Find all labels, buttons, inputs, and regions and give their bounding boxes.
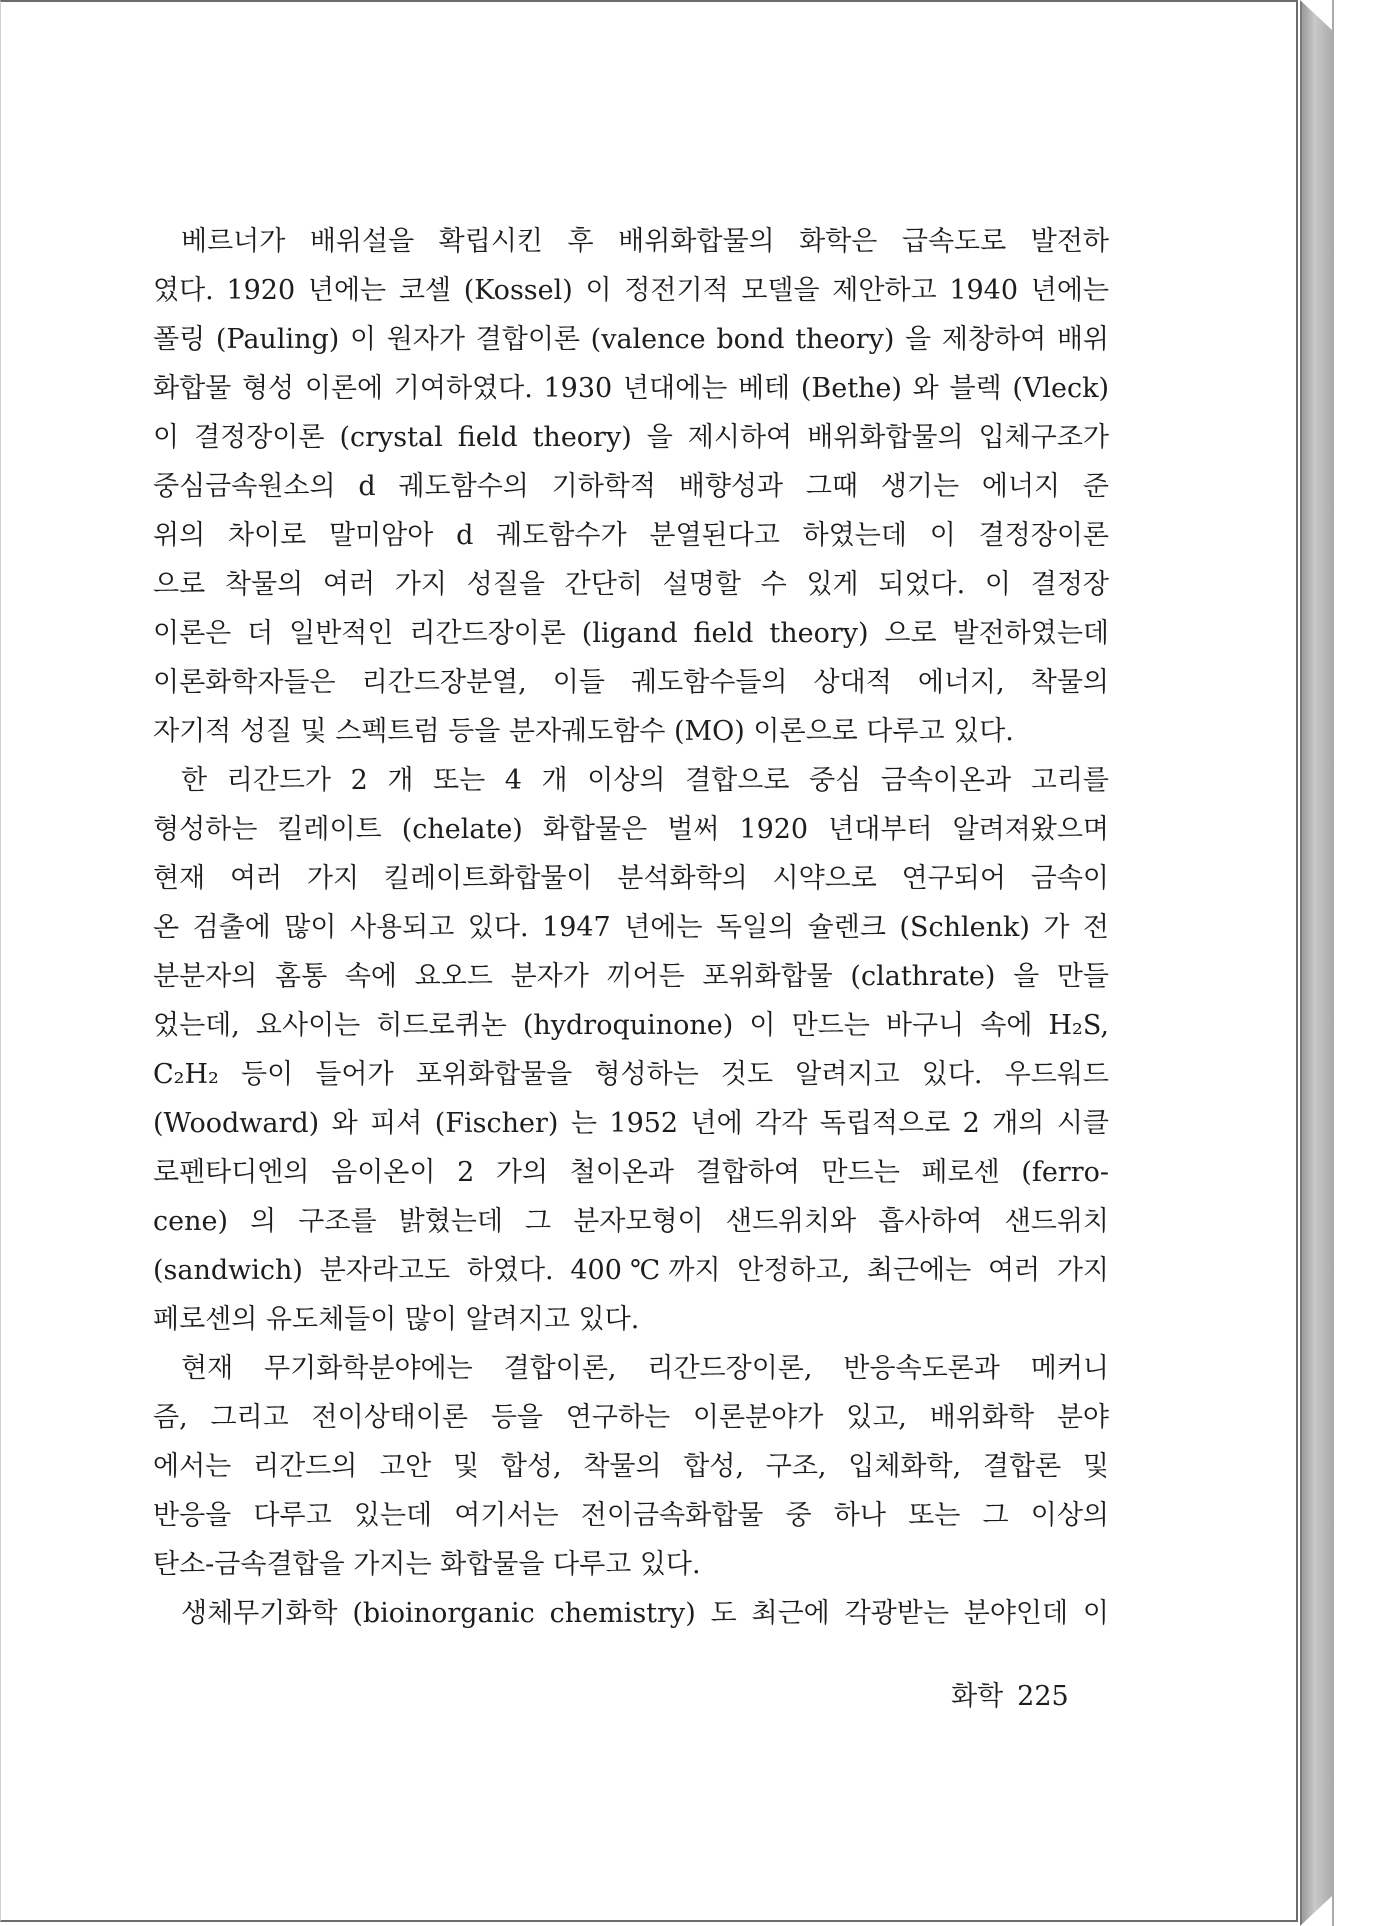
text-line: 분분자의 홈통 속에 요오드 분자가 끼어든 포위화합물 (clathrate) 을 만들 <box>153 961 1109 992</box>
text-line: 온 검출에 많이 사용되고 있다. 1947 년에는 독일의 슐렌크 (Schlenk) 가 전 <box>153 912 1109 943</box>
page-edge-corner <box>1300 0 1332 30</box>
text-line: 즘, 그리고 전이상태이론 등을 연구하는 이론분야가 있고, 배위화학 분야 <box>153 1402 1109 1433</box>
text-line: 위의 차이로 말미암아 d 궤도함수가 분열된다고 하였는데 이 결정장이론 <box>153 520 1109 551</box>
text-line: 이론은 더 일반적인 리간드장이론 (ligand field theory) 으로 발전하였는데 <box>153 618 1109 649</box>
page-edge <box>1300 0 1334 1926</box>
paragraph-2 <box>153 756 1109 1344</box>
text-line: 폴링 (Pauling) 이 원자가 결합이론 (valence bond theory) 을 제창하여 배위 <box>153 324 1109 355</box>
paragraph-3 <box>153 1344 1109 1589</box>
text-line: 탄소-금속결합을 가지는 화합물을 다루고 있다. <box>153 1549 701 1580</box>
text-line: 에서는 리간드의 고안 및 합성, 착물의 합성, 구조, 입체화학, 결합론 및 <box>153 1451 1109 1482</box>
text-line: 으로 착물의 여러 가지 성질을 간단히 설명할 수 있게 되었다. 이 결정장 <box>153 569 1109 600</box>
text-line: 반응을 다루고 있는데 여기서는 전이금속화합물 중 하나 또는 그 이상의 <box>153 1500 1109 1531</box>
text-line: C₂H₂ 등이 들어가 포위화합물을 형성하는 것도 알려지고 있다. 우드워드 <box>153 1059 1109 1090</box>
text-line: 현재 무기화학분야에는 결합이론, 리간드장이론, 반응속도론과 메커니 <box>181 1353 1109 1384</box>
text-line: 베르너가 배위설을 확립시킨 후 배위화합물의 화학은 급속도로 발전하 <box>181 226 1109 257</box>
text-line: 이론화학자들은 리간드장분열, 이들 궤도함수들의 상대적 에너지, 착물의 <box>153 667 1109 698</box>
text-line: (sandwich) 분자라고도 하였다. 400℃까지 안정하고, 최근에는 여러 가지 <box>153 1255 1109 1286</box>
text-line: 페로센의 유도체들이 많이 알려지고 있다. <box>153 1304 640 1335</box>
text-line: 중심금속원소의 d 궤도함수의 기하학적 배향성과 그때 생기는 에너지 준 <box>153 471 1109 502</box>
text-line: 었는데, 요사이는 히드로퀴논 (hydroquinone) 이 만드는 바구니 속에 H₂S, <box>153 1010 1109 1041</box>
text-line: 이 결정장이론 (crystal field theory) 을 제시하여 배위화합물의 입체구조가 <box>153 422 1109 453</box>
paragraph-4 <box>153 1589 1109 1638</box>
text-line: 한 리간드가 2 개 또는 4 개 이상의 결합으로 중심 금속이온과 고리를 <box>181 765 1109 796</box>
page-footer <box>951 1674 1069 1713</box>
text-line: (Woodward) 와 피셔 (Fischer) 는 1952 년에 각각 독립적으로 2 개의 시클 <box>153 1108 1109 1139</box>
text-line: 였다. 1920 년에는 코셀 (Kossel) 이 정전기적 모델을 제안하고 1940 년에는 <box>153 275 1109 306</box>
text-line: 로펜타디엔의 음이온이 2 가의 철이온과 결합하여 만드는 페로센 (ferro- <box>153 1157 1109 1188</box>
text-line: 화합물 형성 이론에 기여하였다. 1930 년대에는 베테 (Bethe) 와 블렉 (Vleck) <box>153 373 1109 404</box>
running-footer-title: 화학 <box>951 1681 1004 1712</box>
body-text <box>153 217 1109 1638</box>
page-number: 225 <box>1017 1681 1069 1712</box>
text-line: 자기적 성질 및 스펙트럼 등을 분자궤도함수 (MO) 이론으로 다루고 있다. <box>153 716 1014 747</box>
paragraph-1 <box>153 217 1109 756</box>
text-line: cene) 의 구조를 밝혔는데 그 분자모형이 샌드위치와 흡사하여 샌드위치 <box>153 1206 1109 1237</box>
text-line: 형성하는 킬레이트 (chelate) 화합물은 벌써 1920 년대부터 알려져왔으며 <box>153 814 1109 845</box>
text-line: 현재 여러 가지 킬레이트화합물이 분석화학의 시약으로 연구되어 금속이 <box>153 863 1109 894</box>
page-edge-corner <box>1300 1896 1332 1926</box>
text-line: 생체무기화학 (bioinorganic chemistry) 도 최근에 각광받는 분야인데 이 <box>181 1598 1109 1629</box>
